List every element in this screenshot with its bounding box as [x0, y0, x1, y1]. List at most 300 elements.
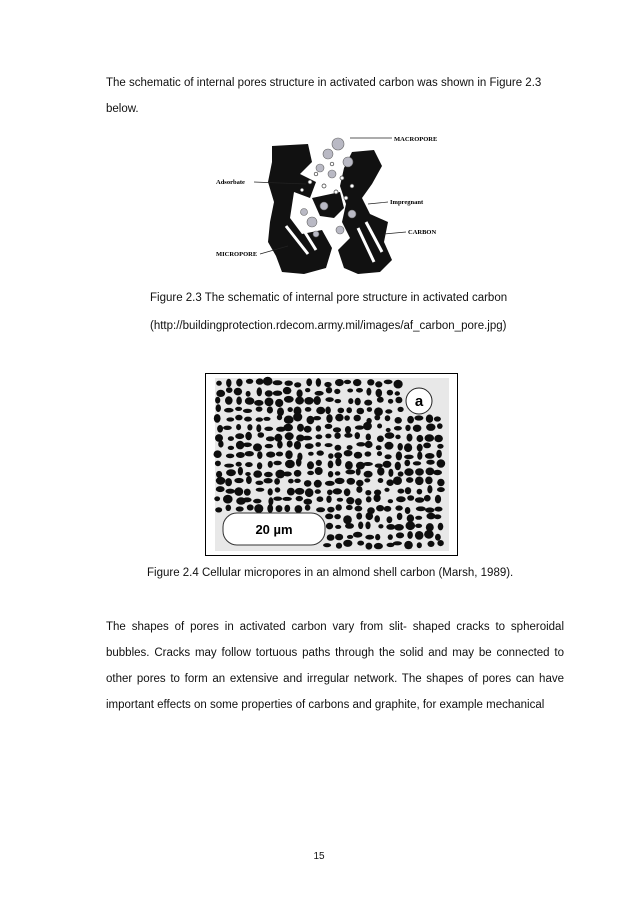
micropore-cell: [398, 407, 404, 412]
micropore-cell: [288, 407, 293, 412]
micropore-cell: [395, 391, 400, 395]
micropore-cell: [435, 495, 441, 504]
micropore-cell: [365, 522, 370, 530]
body-line-1: The shapes of pores in activated carbon vary from slit- shaped cracks to spheroidal: [106, 621, 564, 633]
micropore-cell: [285, 381, 293, 386]
micropore-cell: [426, 415, 433, 423]
micropore-cell: [297, 424, 304, 432]
micropore-cell: [328, 471, 333, 477]
micropore-cell: [246, 391, 251, 397]
micropore-cell: [395, 505, 402, 510]
micropore-cell: [397, 513, 403, 520]
body-line-4: important effects on some properties of carbons and graphite, for example mechanical: [106, 699, 545, 711]
micropore-cell: [377, 451, 382, 456]
micropore-cell: [416, 506, 426, 511]
micropore-cell: [375, 464, 383, 468]
micropore-cell: [316, 425, 321, 431]
micropore-cell: [228, 436, 234, 441]
micropore-cell: [435, 534, 441, 541]
micropore-cell: [276, 505, 283, 512]
micropore-cell: [347, 478, 356, 485]
micropore-cell: [336, 543, 342, 549]
micropore-cell: [388, 399, 393, 404]
micropore-cell: [425, 453, 435, 459]
micropore-cell: [296, 496, 303, 501]
micropore-cell: [354, 452, 362, 459]
micropore-cell: [243, 443, 252, 448]
figure-2-3-caption: Figure 2.3 The schematic of internal pore structure in activated carbon: [150, 292, 508, 304]
micropore-cell: [395, 397, 402, 404]
micropore-cell: [325, 407, 331, 415]
micropore-cell: [276, 452, 283, 457]
micropore-cell: [305, 443, 314, 449]
micropore-cell: [425, 434, 435, 442]
micropore-cell: [386, 428, 391, 432]
micropore-cell: [254, 504, 263, 513]
micropore-cell: [234, 478, 243, 483]
micropore-cell: [265, 390, 273, 396]
micropore-cell: [413, 425, 422, 432]
micropore-cell: [346, 497, 354, 504]
micropore-cell: [216, 390, 225, 397]
micropore-cell: [215, 461, 221, 467]
micropore-cell: [423, 443, 431, 449]
micropore-cell: [346, 505, 353, 510]
micropore-cell: [364, 471, 373, 478]
micropore-cell: [304, 480, 312, 487]
micropore-cell: [385, 415, 391, 421]
micropore-cell: [335, 458, 341, 466]
micropore-cell: [257, 387, 262, 396]
micropore-cell: [356, 480, 363, 487]
panel-label: a: [414, 393, 424, 410]
micropore-cell: [386, 524, 395, 530]
micropore-cell: [245, 451, 254, 456]
micropore-cell: [358, 522, 363, 530]
micropore-cell: [385, 432, 395, 439]
micropore-cell: [344, 450, 353, 456]
micropore-cell: [324, 382, 331, 387]
micropore-cell: [316, 434, 323, 439]
micropore-cell: [246, 476, 252, 484]
micropore-cell: [417, 452, 422, 460]
micropore-cell: [315, 489, 321, 494]
micropore-cell: [356, 486, 362, 493]
micropore-cell: [273, 391, 282, 396]
micropore-cell: [388, 534, 393, 540]
micropore-cell: [223, 426, 232, 430]
micropore-cell: [404, 455, 414, 460]
micropore-cell: [293, 413, 302, 422]
micropore-cell: [258, 432, 265, 438]
micropore-cell: [307, 461, 314, 469]
micropore-cell: [284, 505, 290, 512]
micropore-cell: [256, 424, 261, 432]
micropore-cell: [384, 506, 392, 512]
micropore-cell: [343, 540, 352, 547]
micropore-cell: [367, 407, 372, 412]
micropore-cell: [376, 505, 384, 511]
micropore-cell: [216, 381, 222, 386]
micropore-cell: [326, 523, 333, 530]
micropore-cell: [266, 452, 275, 458]
micropore-cell: [335, 525, 341, 529]
micropore-cell: [376, 445, 382, 450]
micropore-cell: [355, 432, 360, 439]
micropore-cell: [394, 380, 403, 389]
micropore-cell: [367, 379, 374, 385]
micropore-cell: [273, 380, 283, 385]
micropore-cell: [295, 397, 304, 405]
micropore-cell: [406, 477, 413, 483]
micropore-cell: [437, 459, 446, 468]
micropore-cell: [238, 467, 243, 476]
micropore-cell: [334, 433, 340, 439]
micropore-cell: [216, 477, 226, 485]
micropore-cell: [437, 540, 443, 546]
micropore-cell: [253, 499, 261, 504]
label-carbon: CARBON: [408, 229, 437, 236]
micropore-cell: [436, 450, 442, 458]
micropore-cell: [305, 407, 312, 412]
micropore-cell: [294, 479, 301, 483]
micropore-cell: [425, 507, 434, 512]
micropore-cell: [353, 532, 362, 538]
micropore-cell: [345, 470, 355, 475]
micropore-cell: [415, 516, 422, 520]
micropore-cell: [347, 445, 353, 450]
micropore-cell: [426, 460, 434, 465]
micropore-cell: [304, 426, 312, 433]
micropore-cell: [247, 504, 254, 510]
micropore-cell: [313, 416, 321, 420]
micropore-cell: [437, 487, 445, 492]
micropore-cell: [315, 467, 323, 475]
micropore-cell: [344, 488, 351, 496]
micropore-cell: [294, 441, 301, 450]
micropore-cell: [302, 436, 312, 441]
micropore-cell: [215, 507, 222, 512]
micropore-cell: [414, 415, 423, 420]
scale-bar-label: 20 µm: [255, 522, 293, 537]
micropore-cell: [297, 389, 303, 397]
micropore-cell: [393, 476, 402, 485]
micropore-cell: [266, 436, 275, 441]
micropore-cell: [366, 543, 373, 550]
micropore-cell: [316, 460, 322, 466]
micropore-cell: [236, 452, 245, 458]
micropore-cell: [236, 462, 242, 467]
micropore-cell: [264, 472, 273, 477]
label-impregnant: Impregnant: [390, 199, 424, 206]
micropore-cell: [325, 514, 333, 520]
micropore-cell: [356, 388, 363, 393]
micropore-cell: [434, 435, 443, 443]
micropore-cell: [405, 425, 410, 431]
micropore-cell: [396, 496, 406, 502]
micropore-cell: [226, 489, 235, 494]
micropore-cell: [437, 444, 443, 449]
micropore-cell: [344, 433, 352, 438]
micropore-cell: [226, 387, 233, 393]
micropore-cell: [375, 381, 382, 387]
micropore-cell: [415, 497, 424, 503]
micropore-cell: [398, 471, 404, 476]
micropore-cell: [356, 442, 365, 446]
micropore-cell: [264, 478, 273, 483]
micropore-cell: [277, 415, 282, 421]
micropore-cell: [326, 387, 332, 393]
micropore-cell: [235, 415, 242, 421]
micropore-cell: [374, 415, 380, 421]
micropore-cell: [364, 400, 372, 406]
micropore-cell: [384, 488, 389, 492]
micropore-cell: [285, 432, 294, 440]
micropore-cell: [253, 443, 262, 451]
micropore-cell: [333, 427, 341, 432]
micropore-cell: [243, 409, 252, 413]
micropore-cell: [355, 506, 363, 512]
micropore-cell: [347, 535, 353, 539]
micropore-cell: [378, 478, 384, 483]
micropore-cell: [335, 534, 343, 541]
micropore-cell: [426, 424, 435, 431]
micropore-cell: [345, 523, 354, 529]
micropore-cell: [424, 495, 431, 502]
micropore-cell: [264, 427, 273, 431]
micropore-cell: [405, 487, 411, 494]
micropore-cell: [385, 442, 394, 450]
micropore-cell: [285, 460, 295, 468]
micropore-cell: [407, 495, 414, 501]
micropore-cell: [343, 515, 352, 524]
micropore-cell: [417, 444, 423, 452]
micropore-cell: [228, 446, 234, 450]
micropore-cell: [356, 513, 362, 520]
micropore-cell: [284, 416, 294, 424]
micropore-cell: [386, 479, 393, 486]
micropore-cell: [374, 407, 383, 416]
micropore-cell: [354, 415, 361, 422]
micropore-cell: [375, 534, 380, 540]
micropore-cell: [234, 388, 242, 396]
micropore-cell: [267, 504, 273, 513]
micropore-cell: [236, 506, 244, 511]
figure-2-3-source-link: (http://buildingprotection.rdecom.army.mil/images/af_carbon_pore.jpg): [150, 320, 507, 332]
micropore-cell: [255, 481, 263, 485]
micropore-cell: [348, 398, 353, 404]
micropore-cell: [396, 532, 404, 538]
micropore-cell: [273, 461, 281, 466]
micropore-cell: [245, 472, 251, 476]
micropore-cell: [356, 462, 365, 470]
micropore-cell: [356, 468, 361, 475]
micropore-cell: [335, 399, 342, 403]
micropore-cell: [245, 462, 253, 467]
micropore-cell: [424, 530, 434, 539]
micropore-cell: [295, 488, 305, 495]
micropore-cell: [327, 490, 333, 496]
micropore-cell: [275, 487, 281, 492]
micropore-cell: [307, 471, 314, 475]
micropore-cell: [243, 497, 252, 502]
micropore-cell: [325, 424, 333, 429]
micropore-cell: [256, 378, 264, 384]
micropore-cell: [377, 424, 382, 429]
micropore-cell: [275, 399, 283, 407]
micropore-cell: [287, 440, 293, 447]
micropore-cell: [357, 408, 365, 415]
micropore-cell: [304, 499, 313, 505]
micropore-cell: [345, 426, 351, 434]
micropore-cell: [374, 515, 380, 522]
micropore-cell: [295, 505, 303, 513]
micropore-cell: [378, 524, 383, 528]
micropore-cell: [326, 496, 331, 503]
micropore-cell: [438, 523, 444, 531]
micropore-cell: [304, 397, 313, 405]
micropore-cell: [273, 497, 282, 501]
micropore-cell: [217, 425, 223, 433]
intro-paragraph: [106, 70, 564, 122]
micropore-cell: [263, 377, 273, 386]
micropore-cell: [396, 451, 402, 460]
micropore-cell: [288, 479, 294, 484]
micropore-cell: [366, 496, 372, 502]
micropore-cell: [337, 498, 343, 502]
micropore-cell: [344, 415, 350, 421]
micropore-cell: [393, 541, 402, 545]
micropore-cell: [384, 380, 393, 385]
micropore-cell: [323, 543, 331, 547]
micropore-cell: [315, 442, 321, 447]
micropore-cell: [435, 507, 443, 512]
micropore-cell: [315, 391, 324, 396]
micropore-cell: [305, 388, 310, 392]
micropore-cell: [407, 416, 414, 424]
micropore-cell: [308, 452, 314, 456]
micropore-cell: [427, 485, 432, 493]
micropore-cell: [434, 416, 441, 421]
label-micropore: MICROPORE: [216, 251, 258, 258]
micropore-cell: [277, 441, 283, 449]
micropore-cell: [224, 408, 234, 413]
micropore-cell: [218, 440, 223, 447]
micropore-cell: [347, 389, 353, 393]
micropore-cell: [407, 434, 413, 442]
micropore-cell: [226, 505, 232, 511]
micropore-cell: [353, 379, 361, 386]
micropore-cell: [305, 488, 314, 497]
micropore-cell: [345, 461, 353, 470]
micropore-cell: [268, 461, 273, 468]
micropore-cell: [365, 535, 374, 540]
micropore-cell: [254, 400, 263, 406]
micropore-cell: [387, 390, 393, 396]
micropore-cell: [365, 451, 372, 456]
micropore-cell: [314, 396, 321, 405]
micropore-cell: [214, 450, 222, 458]
micropore-cell: [395, 417, 402, 424]
micropore-cell: [226, 379, 231, 387]
micropore-cell: [398, 489, 405, 494]
micropore-cell: [244, 417, 252, 422]
micropore-cell: [263, 417, 270, 421]
micropore-cell: [365, 441, 373, 448]
micropore-cell: [426, 468, 435, 476]
micropore-cell: [325, 481, 335, 486]
micropore-cell: [406, 521, 416, 530]
micropore-cell: [376, 389, 383, 398]
figure-2-4-caption: Figure 2.4 Cellular micropores in an almond shell carbon (Marsh, 1989).: [147, 567, 514, 579]
micropore-cell: [285, 450, 292, 459]
micropore-cell: [225, 396, 233, 405]
micropore-cell: [287, 488, 295, 496]
micropore-cell: [268, 488, 273, 495]
micropore-cell: [355, 498, 362, 505]
micropore-cell: [214, 414, 221, 423]
micropore-cell: [388, 469, 393, 477]
micropore-cell: [257, 462, 262, 469]
micropore-cell: [236, 379, 242, 387]
micropore-cell: [377, 467, 384, 475]
micropore-cell: [338, 408, 345, 414]
micropore-cell: [413, 461, 421, 465]
micropore-cell: [234, 487, 243, 496]
micropore-cell: [253, 470, 262, 477]
micropore-cell: [366, 512, 374, 520]
micropore-cell: [417, 435, 424, 442]
micropore-cell: [305, 505, 311, 511]
micropore-cell: [415, 524, 422, 528]
micropore-cell: [346, 407, 352, 413]
micropore-cell: [335, 478, 345, 484]
micropore-cell: [417, 489, 423, 495]
micropore-cell: [415, 468, 424, 475]
micropore-cell: [335, 471, 341, 475]
micropore-cell: [316, 507, 325, 512]
micropore-cell: [334, 389, 340, 394]
micropore-cell: [404, 443, 412, 452]
micropore-cell: [385, 409, 392, 413]
micropore-cell: [387, 516, 393, 523]
micropore-cell: [214, 496, 220, 501]
micropore-cell: [226, 454, 234, 459]
micropore-cell: [415, 531, 424, 540]
micropore-cell: [366, 388, 371, 396]
micropore-cell: [265, 398, 274, 407]
micropore-cell: [398, 443, 403, 451]
micropore-cell: [256, 417, 263, 421]
micropore-cell: [334, 514, 341, 519]
micropore-cell: [256, 488, 265, 492]
micropore-cell: [366, 434, 371, 441]
micropore-cell: [317, 450, 324, 455]
micropore-cell: [235, 433, 244, 439]
pore-structure-schematic: [212, 122, 458, 284]
micropore-cell: [236, 397, 242, 405]
micropore-cell: [274, 478, 280, 485]
micropore-cell: [374, 494, 381, 502]
micropore-cell: [363, 462, 373, 466]
micropore-cell: [282, 497, 292, 501]
micrograph-image: [205, 373, 458, 556]
micropore-cell: [437, 423, 443, 429]
micropore-cell: [216, 486, 225, 492]
micropore-cell: [284, 396, 294, 403]
micropore-cell: [415, 477, 424, 486]
micropore-cell: [344, 380, 351, 384]
